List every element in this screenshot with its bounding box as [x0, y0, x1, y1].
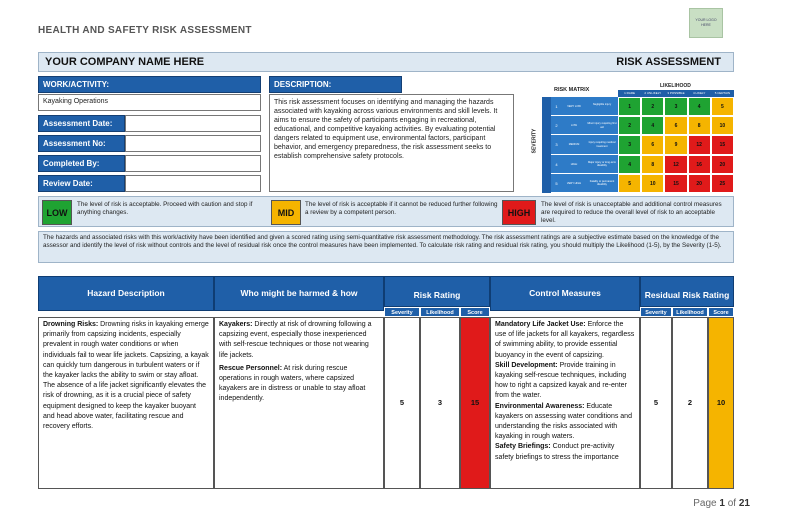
risk-rating-header	[384, 276, 490, 307]
risk-matrix-cell: 1	[618, 97, 641, 116]
page-prefix: Page	[693, 498, 720, 509]
control-measures-cell[interactable]	[490, 317, 640, 489]
legend-high-text: The level of risk is unacceptable and additional control measures are required to reduce the overall level of risk to an acceptable level.	[541, 201, 722, 224]
page-of: of	[724, 498, 739, 509]
severity-row-number: 3	[551, 135, 562, 154]
residual-severity-subheader: Severity	[640, 307, 672, 317]
page-current: 1	[719, 498, 725, 509]
severity-row-name: VERY HIGH	[562, 174, 586, 193]
harmed-rescue-text: At risk during rescue operations in rough waters, where capsized kayakers are in distress or unable to stay afloat independently.	[219, 364, 366, 403]
score-cell[interactable]: 15	[460, 317, 490, 489]
document-type-label: RISK ASSESSMENT	[616, 56, 721, 68]
risk-matrix-cell: 9	[664, 135, 687, 154]
description-text[interactable]: This risk assessment focuses on identifying and managing the hazards associated with kayaking across various environments and skill levels. It aims to ensure the safety of participants engaging in recreational, educational, and competitive kayaking activities. By evaluating potential dangers related to equipment use, environmental factors, participant behavior, and emergency preparedness, the risk assessment seeks to establish comprehensive safety protocols.	[269, 94, 514, 192]
residual-likelihood-cell[interactable]: 2	[672, 317, 708, 489]
assessment-date-label: Assessment Date:	[38, 115, 125, 132]
severity-row-description: Major injury or long-term disability	[586, 155, 618, 174]
severity-row-name: MEDIUM	[562, 135, 586, 154]
review-date-label: Review Date:	[38, 175, 125, 192]
risk-matrix-cell: 6	[664, 116, 687, 135]
hazard-title: Drowning Risks:	[43, 321, 99, 328]
risk-matrix-cell: 15	[711, 135, 734, 154]
assessment-date-field[interactable]	[125, 115, 261, 132]
severity-row-number: 5	[551, 174, 562, 193]
likelihood-header-3: 3 POSSIBLE	[667, 91, 685, 95]
risk-matrix-cell: 4	[618, 155, 641, 174]
risk-matrix-cell: 8	[641, 155, 664, 174]
legend-low-text: The level of risk is acceptable. Proceed with caution and stop if anything changes.	[77, 201, 253, 216]
likelihood-cell[interactable]: 3	[420, 317, 460, 489]
control-lifejacket-title: Mandatory Life Jacket Use:	[495, 321, 586, 328]
assessment-no-label: Assessment No:	[38, 135, 125, 152]
methodology-note: The hazards and associated risks with this work/activity have been identified and given a scored rating using semi-quantitative risk assessment methodology. The risk assessment ratings are a subjective estimate based on the knowledge of the assessor and identify the level of risk without controls and the level of residual risk once the control measures have been implemented. To calculate risk rating and residual risk rating, you should multiply the Likelihood (1-5), by the Severity (1-5).	[38, 231, 734, 263]
likelihood-header-4: 4 LIKELY	[692, 91, 706, 95]
logo-text-line1: YOUR LOGO	[695, 18, 717, 22]
harmed-rescue-title: Rescue Personnel:	[219, 364, 283, 372]
who-harmed-cell[interactable]	[214, 317, 384, 489]
legend-low-badge: LOW	[42, 200, 72, 225]
severity-row-name: VERY LOW	[562, 97, 586, 116]
control-skill-text: Provide training in kayaking self-rescue techniques, including how to right a capsized kayak and re-enter from the water.	[495, 361, 627, 400]
risk-matrix-cell: 5	[618, 174, 641, 193]
control-lifejacket-text: Enforce the use of life jackets for all kayakers, regardless of swimming ability, to provide essential buoyancy in the event of capsizing.	[495, 321, 635, 359]
likelihood-header-1: 1 RARE	[624, 91, 636, 95]
residual-severity-cell[interactable]: 5	[640, 317, 672, 489]
assessment-no-field[interactable]	[125, 135, 261, 152]
risk-level-legend	[38, 196, 734, 227]
risk-matrix-cell: 4	[688, 97, 711, 116]
severity-row-number: 4	[551, 155, 562, 174]
severity-axis-bar	[542, 97, 551, 193]
severity-row-description: Injury requiring medical treatment	[586, 135, 618, 154]
risk-matrix-cell: 12	[664, 155, 687, 174]
risk-matrix-cell: 15	[664, 174, 687, 193]
risk-matrix-cell: 8	[688, 116, 711, 135]
company-logo-placeholder	[689, 8, 723, 38]
control-measures-header: Control Measures	[490, 276, 640, 311]
score-subheader: Score	[460, 307, 490, 317]
risk-matrix-cell: 10	[711, 116, 734, 135]
likelihood-header	[618, 90, 734, 97]
residual-score-cell[interactable]: 10	[708, 317, 734, 489]
work-activity-label: WORK/ACTIVITY:	[38, 76, 261, 93]
risk-matrix-cell: 5	[711, 97, 734, 116]
control-environment-text: Educate kayakers on assessing water conditions and understanding the risks associated with kayaking in rough waters.	[495, 402, 632, 441]
severity-subheader: Severity	[384, 307, 420, 317]
likelihood-axis-label: LIKELIHOOD	[660, 83, 691, 89]
residual-likelihood-subheader: Likelihood	[672, 307, 708, 317]
control-environment-title: Environmental Awareness:	[495, 402, 585, 410]
risk-matrix-cell: 20	[688, 174, 711, 193]
risk-matrix-cell: 2	[618, 116, 641, 135]
residual-risk-header	[640, 276, 734, 307]
document-title: HEALTH AND SAFETY RISK ASSESSMENT	[38, 25, 252, 36]
hazard-description-header: Hazard Description	[38, 276, 214, 311]
risk-matrix-cell: 10	[641, 174, 664, 193]
risk-matrix-cell: 12	[688, 135, 711, 154]
who-harmed-header: Who might be harmed & how	[214, 276, 384, 311]
harmed-kayakers-text: Directly at risk of drowning following a capsizing event, especially those inexperienced with self-rescue techniques or those not wearing life jackets.	[219, 321, 372, 359]
hazard-text: Drowning risks in kayaking emerge primarily from capsizing incidents, especially prevalent in rough water conditions or when individuals fail to wear life jackets. Capsizing, a kayak can quickly turn dangerous in turbulent waters or if the kayaker lacks the ability to swim or stay afloat. The absence of a life jacket significantly elevates the risk of drowning, as it is a crucial piece of safety equipment designed to keep the kayaker buoyant and head above water, facilitating rescue and recovery efforts.	[43, 321, 209, 431]
residual-risk-header-label: Residual Risk Rating	[644, 290, 730, 300]
control-briefing-text: Conduct pre-activity safety briefings to stress the importance	[495, 443, 619, 461]
likelihood-header-5: 5 CERTAIN	[714, 91, 731, 95]
harmed-kayakers-title: Kayakers:	[219, 321, 253, 328]
risk-matrix-cell: 16	[688, 155, 711, 174]
severity-row-description: Fatality or permanent disability	[586, 174, 618, 193]
company-header-bar	[38, 52, 734, 72]
severity-row-number: 2	[551, 116, 562, 135]
page-indicator	[693, 498, 750, 509]
severity-cell[interactable]: 5	[384, 317, 420, 489]
risk-rating-header-label: Risk Rating	[413, 290, 461, 300]
work-activity-field[interactable]: Kayaking Operations	[38, 94, 261, 111]
logo-text-line2: HERE	[701, 23, 711, 27]
risk-matrix-cell: 3	[618, 135, 641, 154]
risk-matrix-cell: 4	[641, 116, 664, 135]
page-total: 21	[738, 498, 750, 509]
control-briefing-title: Safety Briefings:	[495, 443, 551, 451]
risk-matrix-cell: 6	[641, 135, 664, 154]
risk-matrix-cell: 2	[641, 97, 664, 116]
hazard-description-cell[interactable]	[38, 317, 214, 489]
company-name: YOUR COMPANY NAME HERE	[45, 56, 205, 68]
severity-row-description: Minor injury requiring first aid	[586, 116, 618, 135]
legend-mid-text: The level of risk is acceptable if it cannot be reduced further following a review by a competent person.	[305, 201, 498, 216]
risk-matrix-cell: 25	[711, 174, 734, 193]
severity-row-number: 1	[551, 97, 562, 116]
legend-mid-badge: MID	[271, 200, 301, 225]
severity-row-description: Negligible injury	[586, 97, 618, 116]
control-skill-title: Skill Development:	[495, 361, 558, 369]
description-label: DESCRIPTION:	[269, 76, 402, 93]
likelihood-subheader: Likelihood	[420, 307, 460, 317]
review-date-field[interactable]	[125, 175, 261, 192]
severity-row-name: HIGH	[562, 155, 586, 174]
completed-by-field[interactable]	[125, 155, 261, 172]
completed-by-label: Completed By:	[38, 155, 125, 172]
risk-matrix-cell: 3	[664, 97, 687, 116]
severity-row-name: LOW	[562, 116, 586, 135]
risk-matrix-title: RISK MATRIX	[554, 87, 590, 93]
risk-matrix-cell: 20	[711, 155, 734, 174]
severity-axis-label: SEVERITY	[531, 128, 538, 154]
likelihood-header-2: 2 UNLIKELY	[644, 91, 662, 95]
legend-high-badge: HIGH	[502, 200, 536, 225]
risk-matrix	[530, 83, 734, 193]
residual-score-subheader: Score	[708, 307, 734, 317]
